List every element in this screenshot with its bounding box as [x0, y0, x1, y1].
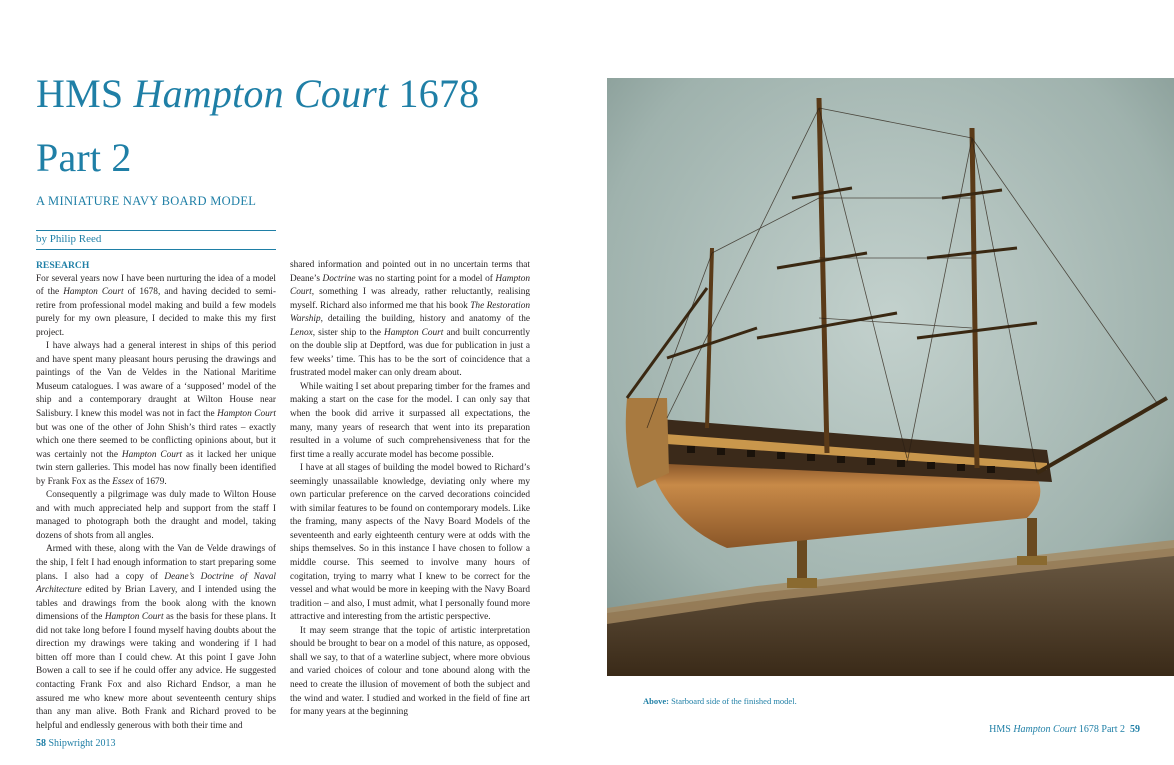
section-heading: RESEARCH [36, 260, 90, 271]
paragraph: shared information and pointed out in no uncertain terms that Deane’s Doctrine was no starting point for a model of Hampton Court, something I was already, rather reluctantly, realising myself. Richard also informed me that his book The Restoration Warship, detailing the building, history and anatomy of the Lenox, sister ship to the Hampton Court and built concurrently on the double slip at Deptford, was due for publication in just a few weeks’ time. This has to be the sort of coincidence that a frustrated model maker can only dream about. [290, 260, 531, 379]
page-number: 59 [1130, 724, 1140, 735]
title-ship-name: Hampton Court [133, 71, 389, 116]
text-column-2 [290, 259, 530, 720]
byline: by Philip Reed [36, 233, 102, 245]
paragraph: I have at all stages of building the model bowed to Richard’s seemingly unassailable knowledge, deviating only where my own particular preference on the carved decorations coincided with similar features to be found on contemporary models. Like the framing, many aspects of the Navy Board Models of the seventeenth and early eighteenth century were at odds with the ships themselves. So in this instance I have chosen to follow a middle course. This seemed to involve many hours of cogitation, trying to marry what I knew to be correct for the vessel and what would be more in keeping with the Navy Board tradition – and also, I must admit, what I personally found more attractive and interesting from the artistic perspective. [290, 463, 530, 623]
ship-model-illustration [607, 78, 1174, 676]
title-prefix: HMS [36, 71, 134, 116]
title-part: Part 2 [36, 135, 132, 180]
byline-rule-top [36, 230, 276, 231]
right-folio: HMS Hampton Court 1678 Part 2 59 [989, 724, 1140, 735]
ship-model-photo [607, 78, 1174, 676]
paragraph: While waiting I set about preparing timber for the frames and making a start on the case for the model. I can only say that when the book did arrive it surpassed all expectations, the many, many years of research that went into its preparation resulted in a volume of such comprehensiveness that for the first time a really accurate model has become possible. [290, 381, 530, 460]
title-year: 1678 [388, 71, 480, 116]
paragraph: Armed with these, along with the Van de Velde drawings of the ship, I felt I had enough information to start preparing some plans. I also had a copy of Deane’s Doctrine of Naval Architecture edited by Brian Lavery, and I intended using the tables and drawings from the book along with the known dimensions of the Hampton Court as the basis for these plans. It did not take long before I found myself having doubts about the direction my drawings were taking and wondering if I had bitten off more than I could chew. At this point I gave John Bowen a call to see if he could offer any advice. He suggested contacting Frank Fox and also Richard Endsor, a man he assured me who knew more about seventeenth century ships than any man alive. Both Frank and Richard proved to be helpful and endlessly generous with both their time and [36, 544, 276, 731]
byline-rule-bottom [36, 249, 276, 250]
paragraph: Consequently a pilgrimage was duly made to Wilton House and with much appreciated help and support from the staff I managed to photograph both the draught and model, taking dozens of shots from all angles. [36, 490, 276, 541]
paragraph: It may seem strange that the topic of artistic interpretation should be brought to bear on a model of this nature, as opposed, shall we say, to that of a waterline subject, where more obvious and varied choices of colour and tone abound along with the need to create the illusion of movement of both the subject and the wind and water. I studied and worked in the field of fine art for many years at the beginning [290, 625, 530, 718]
left-folio: 58 Shipwright 2013 [36, 738, 116, 749]
article-title [36, 62, 479, 190]
text-column-1 [36, 259, 276, 733]
paragraph: For several years now I have been nurturing the idea of a model of the Hampton Court of 1678, and having decided to semi-retire from professional model making and build a few models purely for my own pleasure, I decided to make this my first project. [36, 273, 276, 338]
article-subtitle: A MINIATURE NAVY BOARD MODEL [36, 194, 257, 208]
photo-caption: Above: Starboard side of the finished model. [643, 696, 797, 706]
paragraph: I have always had a general interest in ships of this period and have spent many pleasant hours perusing the drawings and paintings of the Van de Veldes in the National Maritime Museum catalogues. I was aware of a ‘supposed’ model of the ship and a contemporary draught at Wilton House near Salisbury. I knew this model was not in fact the Hampton Court but was one of the other of John Shish’s third rates – exactly which one there seemed to be conflicting opinions about, but it was certainly not the Hampton Court as it lacked her unique twin stern galleries. This model has now finally been identified by Frank Fox as the Essex of 1679. [36, 341, 276, 487]
page-number: 58 [36, 738, 46, 749]
